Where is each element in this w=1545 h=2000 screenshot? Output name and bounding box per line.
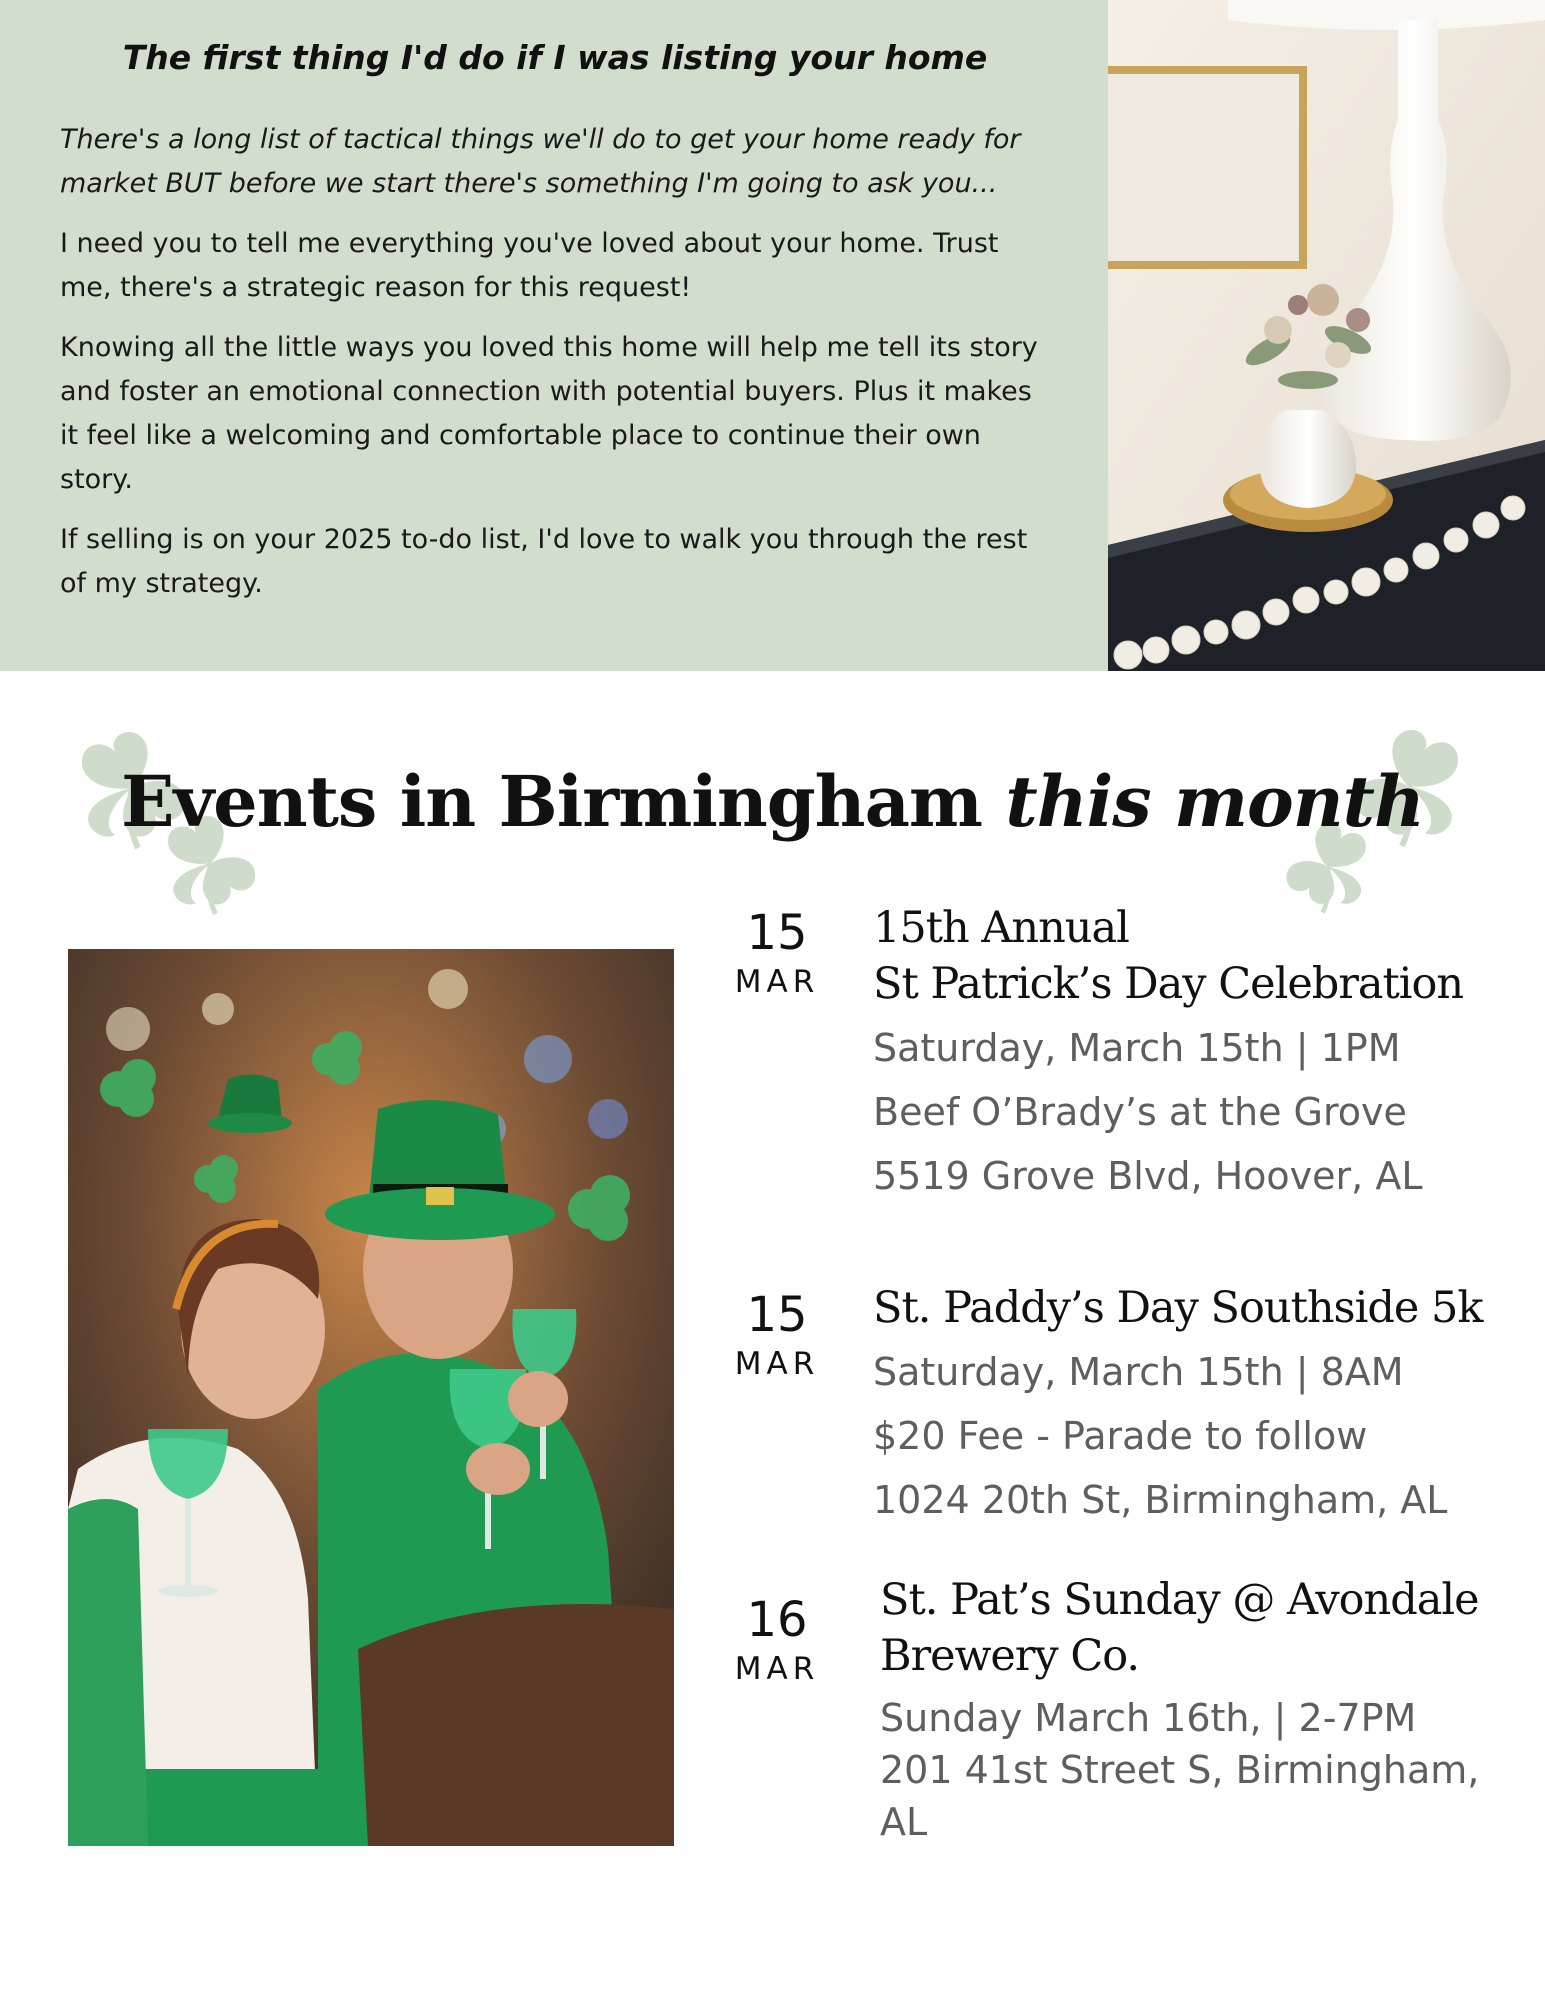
event-month: MAR: [734, 1651, 820, 1687]
st-patricks-party-photo: [68, 949, 674, 1846]
event-datetime: Saturday, March 15th | 1PM: [873, 1026, 1401, 1070]
event-day: 15: [746, 1287, 808, 1343]
event-listing: [873, 1280, 1513, 1532]
event-day: 16: [746, 1592, 808, 1648]
events-heading-main: Events in Birmingham: [121, 760, 983, 843]
event-day: 15: [746, 905, 808, 961]
intro-paragraph: I need you to tell me everything you've loved about your home. Trust me, there's a strategic reason for this request!: [60, 228, 999, 303]
event-address: 5519 Grove Blvd, Hoover, AL: [873, 1154, 1423, 1198]
event-datetime: Saturday, March 15th | 8AM: [873, 1350, 1404, 1394]
event-title: St. Pat’s Sunday @ Avondale Brewery Co.: [880, 1575, 1479, 1681]
intro-paragraph: There's a long list of tactical things we'll do to get your home ready for market BUT before we start there's something I'm going to ask you...: [60, 124, 1021, 199]
intro-title: The first thing I'd do if I was listing your home: [122, 38, 988, 77]
events-heading: [0, 760, 1545, 843]
event-title: St. Paddy’s Day Southside 5k: [873, 1283, 1483, 1333]
event-address: 1024 20th St, Birmingham, AL: [873, 1478, 1448, 1522]
party-illustration: [68, 949, 674, 1846]
event-listing: [880, 1572, 1490, 1848]
events-heading-emphasis: this month: [1005, 760, 1424, 843]
event-month: MAR: [734, 1346, 820, 1382]
event-listing: [873, 900, 1513, 1208]
intro-paragraph: If selling is on your 2025 to-do list, I'd love to walk you through the rest of my strategy.: [60, 524, 1028, 599]
event-date: [722, 905, 832, 1003]
event-date: [722, 1287, 832, 1385]
event-month: MAR: [734, 964, 820, 1000]
event-date: [722, 1592, 832, 1690]
event-address: 201 41st Street S, Birmingham, AL: [880, 1748, 1480, 1844]
home-decor-illustration: [1108, 0, 1545, 671]
event-title: 15th Annual St Patrick’s Day Celebration: [873, 903, 1464, 1009]
home-decor-photo: [1108, 0, 1545, 671]
event-datetime: Sunday March 16th, | 2-7PM: [880, 1696, 1417, 1740]
event-fee: $20 Fee - Parade to follow: [873, 1414, 1368, 1458]
intro-body: [60, 118, 1050, 622]
intro-panel: [0, 0, 1108, 671]
event-venue: Beef O’Brady’s at the Grove: [873, 1090, 1407, 1134]
intro-paragraph: Knowing all the little ways you loved this home will help me tell its story and foster an emotional connection with potential buyers. Plus it makes it feel like a welcoming and comfortable place to continue their own story.: [60, 332, 1038, 495]
